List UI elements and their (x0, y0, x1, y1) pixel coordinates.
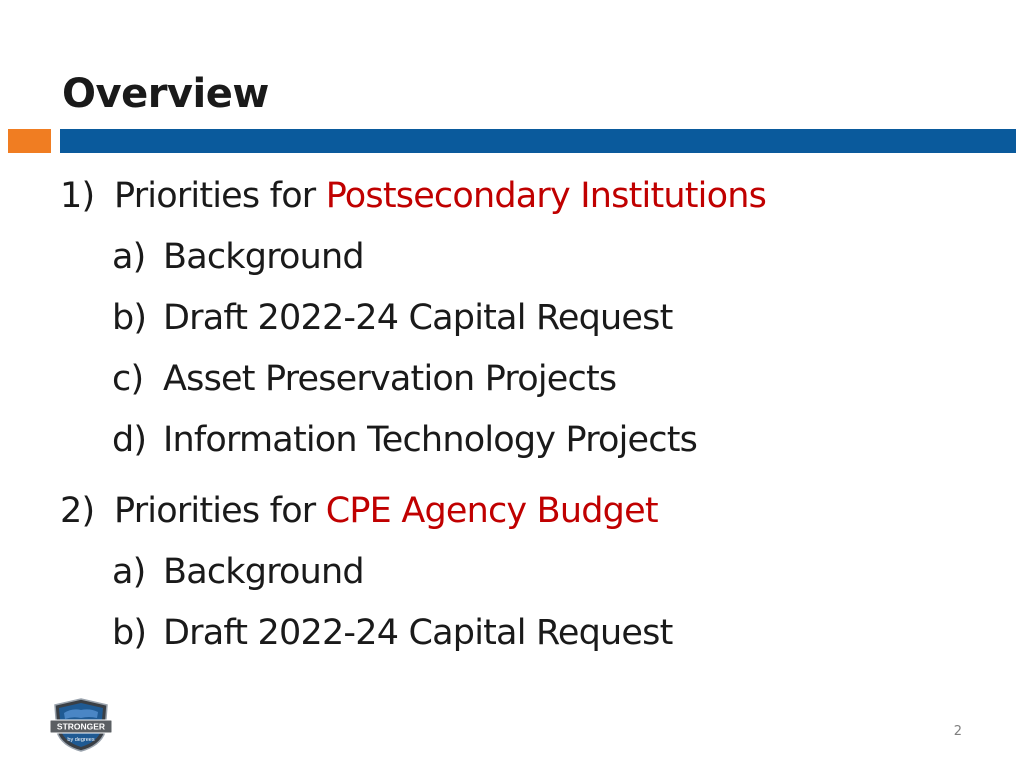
sub-item-text: Background (163, 237, 364, 277)
logo-main-text: STRONGER (56, 721, 106, 732)
outline-item (60, 166, 766, 471)
stronger-by-degrees-logo (50, 698, 112, 752)
sub-item-text: Information Technology Projects (163, 420, 698, 460)
outline-item-prefix: Priorities for (114, 176, 326, 216)
sub-item-letter: a) (112, 237, 146, 277)
accent-square-orange (8, 129, 51, 153)
sub-item-text: Draft 2022-24 Capital Request (163, 613, 673, 653)
outline-item-heading (60, 166, 766, 227)
sub-item (112, 410, 766, 471)
sub-item (112, 603, 766, 664)
sub-item-text: Draft 2022-24 Capital Request (163, 298, 673, 338)
sub-item-letter: b) (112, 298, 147, 338)
sub-item-letter: d) (112, 420, 147, 460)
slide-title: Overview (62, 71, 269, 117)
sub-item (112, 542, 766, 603)
sub-item (112, 288, 766, 349)
logo-sub-text: by degrees (67, 737, 95, 743)
outline-item (60, 481, 766, 664)
sub-item-text: Asset Preservation Projects (163, 359, 617, 399)
sub-item-letter: b) (112, 613, 147, 653)
sub-item (112, 227, 766, 288)
outline-item-highlight: Postsecondary Institutions (325, 176, 767, 216)
sub-item (112, 349, 766, 410)
outline-list (60, 166, 766, 664)
sub-item-text: Background (163, 552, 364, 592)
outline-item-highlight: CPE Agency Budget (325, 491, 658, 531)
sub-list (60, 542, 766, 664)
outline-item-heading (60, 481, 766, 542)
page-number: 2 (953, 724, 962, 739)
outline-item-prefix: Priorities for (114, 491, 326, 531)
sub-item-letter: a) (112, 552, 146, 592)
sub-item-letter: c) (112, 359, 144, 399)
title-underline-bar (60, 129, 1016, 153)
outline-item-number: 2) (60, 491, 95, 531)
outline-item-number: 1) (60, 176, 95, 216)
sub-list (60, 227, 766, 471)
